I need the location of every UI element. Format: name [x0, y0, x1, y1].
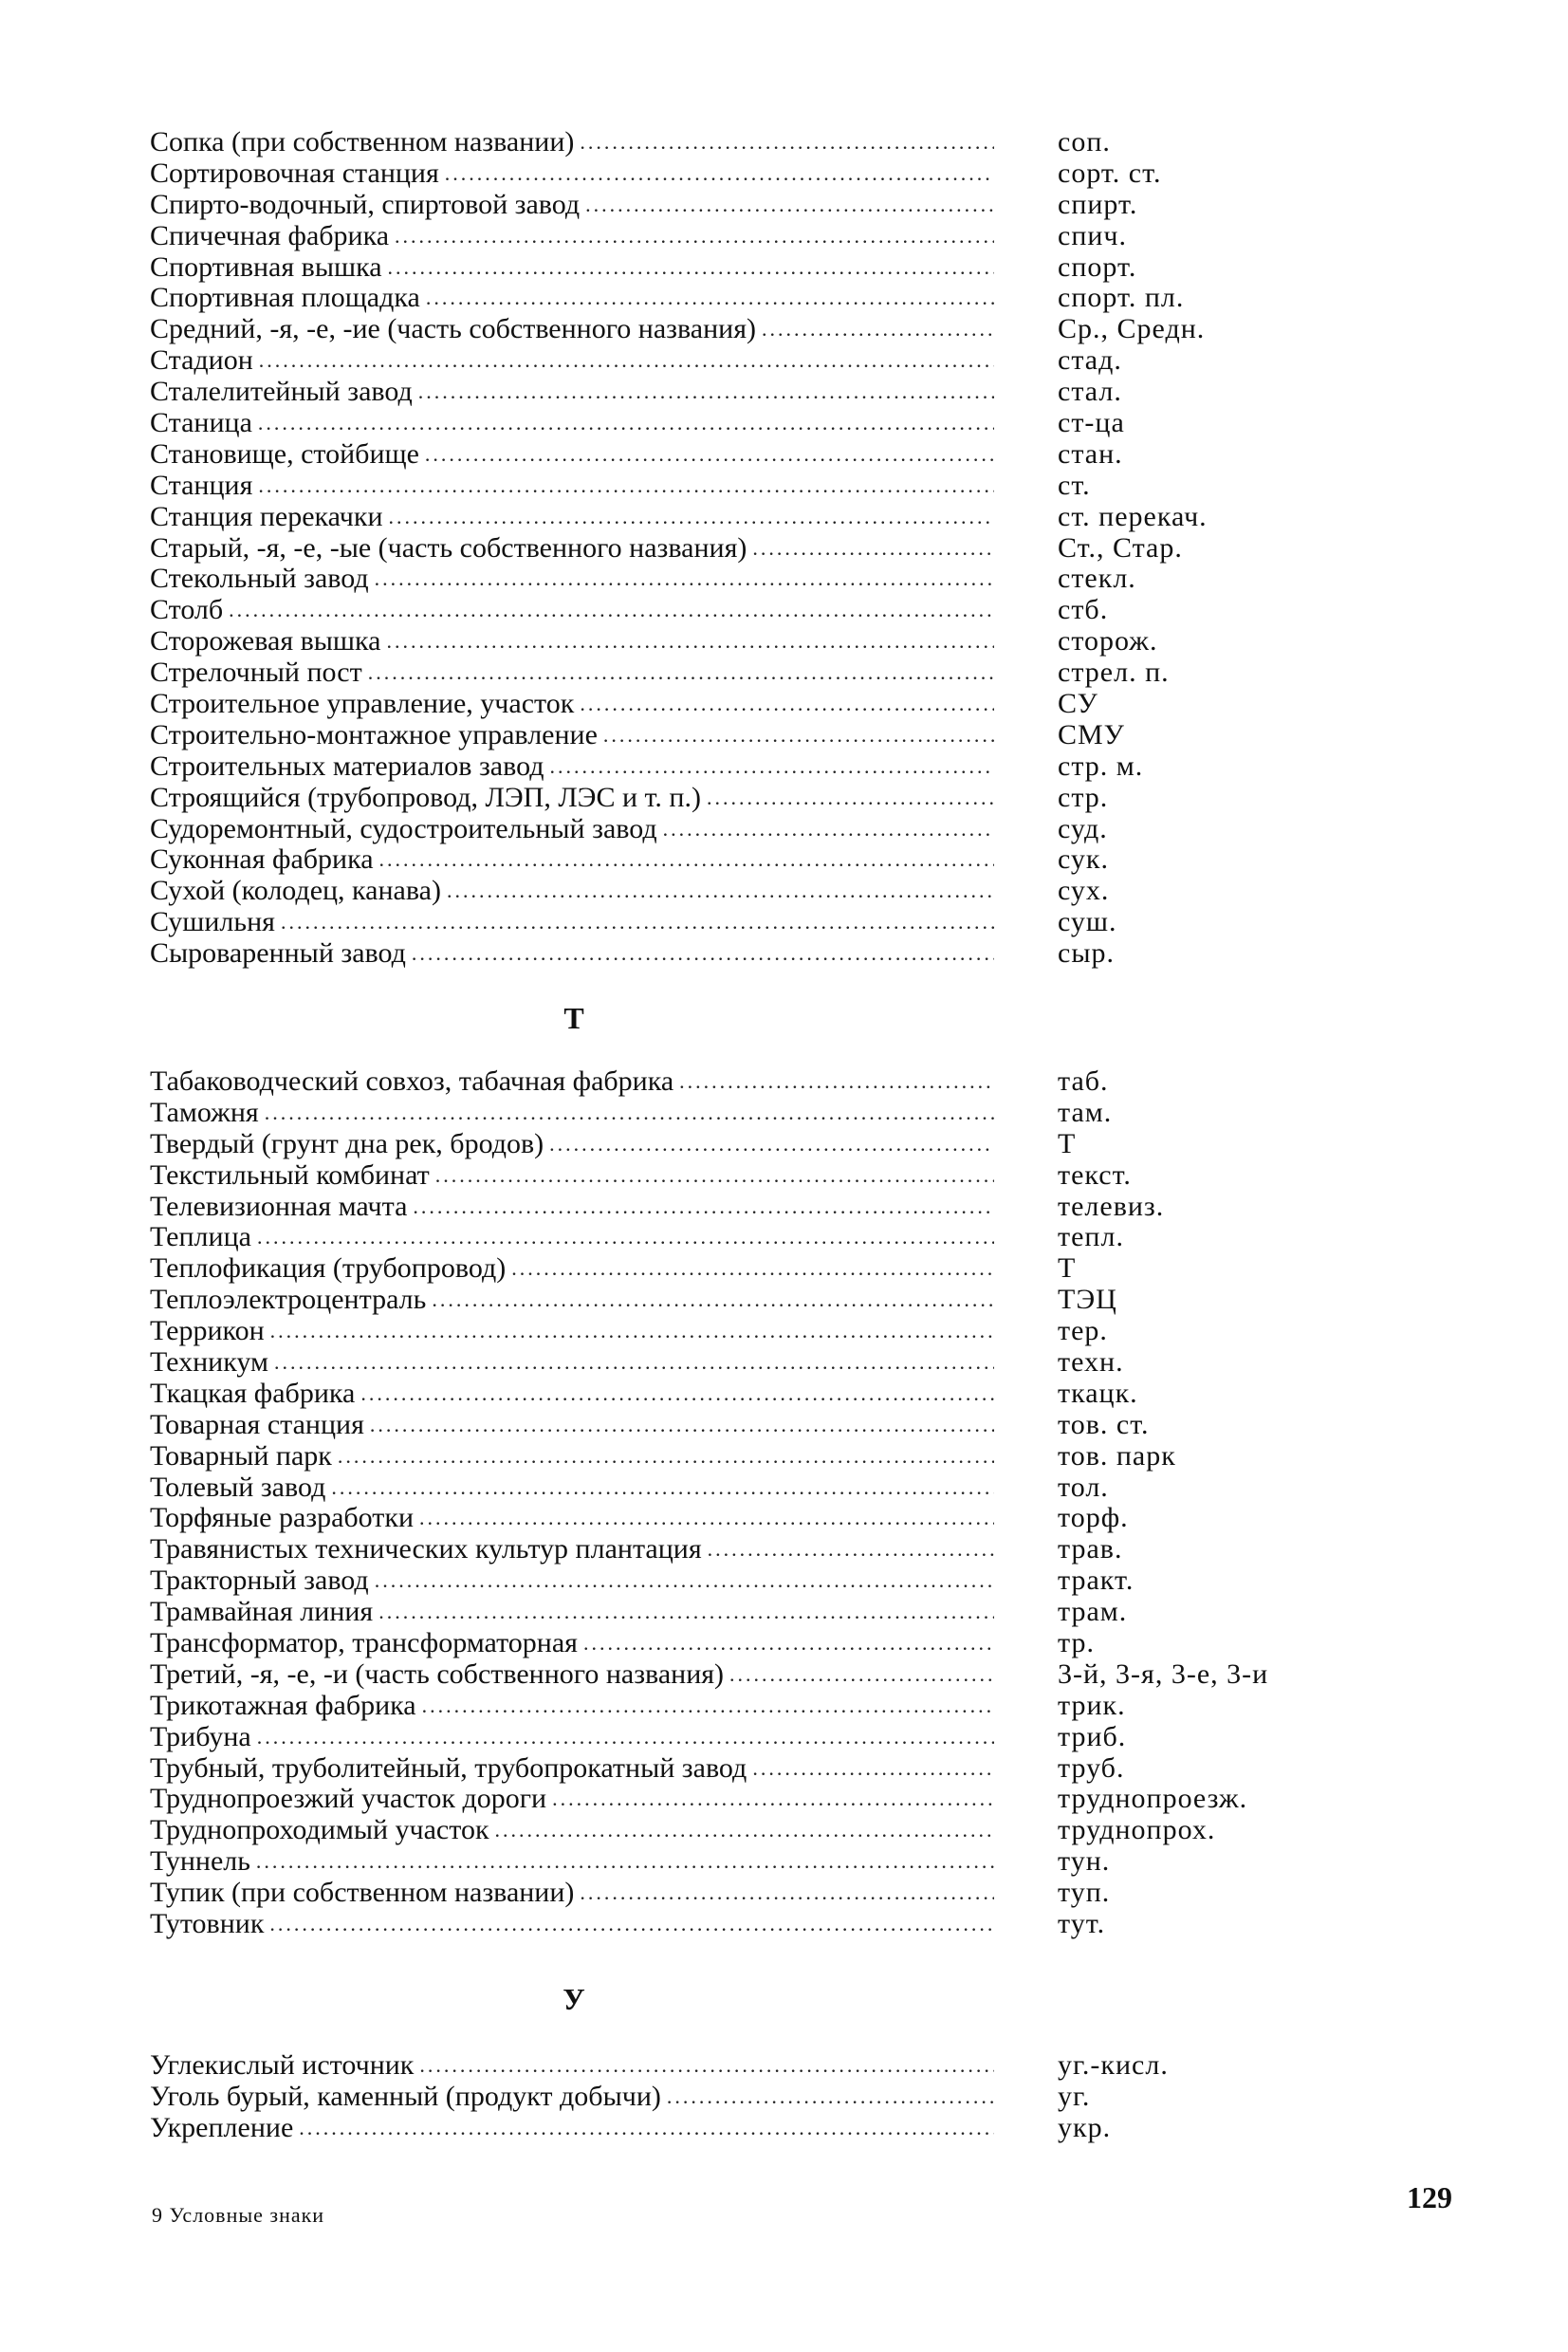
entry-term [150, 2113, 994, 2144]
entry-row [150, 1441, 1317, 1472]
entry-abbreviation: тракт. [1058, 1565, 1134, 1597]
entry-term [150, 314, 994, 345]
entry-abbreviation: стан. [1058, 437, 1123, 470]
section-heading-u: У [563, 1982, 585, 2016]
section-heading-t: Т [563, 1001, 584, 1035]
entry-term [150, 720, 994, 751]
entry-abbreviation: стад. [1058, 344, 1122, 377]
entry-term-text: Старый, -я, -е, -ые (часть собственного названия) [150, 532, 747, 564]
entry-row [150, 190, 1317, 221]
dot-leader [419, 2050, 994, 2082]
dot-leader [229, 595, 994, 626]
entry-term [150, 439, 994, 471]
dot-leader [708, 1534, 994, 1565]
entry-abbreviation: стр. [1058, 781, 1109, 813]
entry-row [150, 595, 1317, 626]
entry-term [150, 1098, 994, 1129]
section-t-list [150, 1066, 1317, 1940]
entry-term-text: Судоремонтный, судостроительный завод [150, 813, 657, 844]
entry-abbreviation: сорт. ст. [1058, 157, 1162, 189]
entry-row [150, 1316, 1317, 1347]
entry-term-text: Станция перекачки [150, 501, 383, 532]
entry-row [150, 314, 1317, 345]
entry-term [150, 907, 994, 938]
entry-row [150, 1659, 1317, 1691]
entry-term [150, 1347, 994, 1379]
entry-term-text: Труднопроходимый участок [150, 1815, 489, 1846]
entry-term [150, 1129, 994, 1160]
entry-term [150, 689, 994, 720]
entry-row [150, 1503, 1317, 1534]
entry-term [150, 2082, 994, 2113]
entry-term [150, 814, 994, 845]
dot-leader [752, 1753, 994, 1785]
dot-leader [395, 221, 994, 252]
entry-term-text: Спичечная фабрика [150, 220, 390, 251]
entry-row [150, 283, 1317, 314]
entry-term [150, 783, 994, 814]
entry-term [150, 2050, 994, 2082]
entry-abbreviation: тов. ст. [1058, 1408, 1150, 1440]
dot-leader [299, 2113, 994, 2144]
entry-row [150, 1410, 1317, 1441]
entry-row [150, 2050, 1317, 2082]
entry-term-text: Торфяные разработки [150, 1503, 415, 1534]
entry-row [150, 408, 1317, 439]
entry-row [150, 720, 1317, 751]
entry-term [150, 190, 994, 221]
entry-abbreviation: ткацк. [1058, 1377, 1138, 1409]
entry-term-text: Стадион [150, 345, 253, 377]
entry-term [150, 1815, 994, 1846]
entry-term-text: Текстильный комбинат [150, 1159, 430, 1191]
entry-abbreviation: туп. [1058, 1877, 1111, 1909]
entry-row [150, 1379, 1317, 1410]
dot-leader [426, 283, 994, 314]
dot-leader [585, 190, 994, 221]
entry-abbreviation: стекл. [1058, 563, 1136, 595]
entry-term [150, 751, 994, 783]
dot-leader [338, 1441, 994, 1472]
entry-row [150, 221, 1317, 252]
entry-term [150, 408, 994, 439]
dot-leader [270, 1316, 994, 1347]
entry-term [150, 564, 994, 595]
entry-row [150, 657, 1317, 689]
dot-leader [269, 1909, 994, 1940]
entry-term-text: Средний, -я, -е, -ие (часть собственного названия) [150, 314, 756, 345]
entry-abbreviation: Т [1058, 1127, 1077, 1159]
entry-row [150, 439, 1317, 471]
entry-abbreviation: тол. [1058, 1471, 1109, 1503]
entry-row [150, 751, 1317, 783]
dot-leader [388, 252, 994, 284]
entry-term-text: Товарная станция [150, 1409, 364, 1440]
entry-term [150, 1691, 994, 1722]
entry-abbreviation: таб. [1058, 1065, 1109, 1097]
entry-term [150, 158, 994, 190]
entry-term-text: Столб [150, 595, 224, 626]
entry-row [150, 1628, 1317, 1659]
entry-row [150, 689, 1317, 720]
entry-abbreviation: суш. [1058, 906, 1117, 938]
section-u-list [150, 2050, 1317, 2144]
dot-leader [413, 1192, 994, 1223]
printer-signature: 9 Условные знаки [152, 2203, 325, 2227]
entry-term-text: Третий, -я, -е, -и (часть собственного названия) [150, 1658, 725, 1690]
entry-term-text: Стрелочный пост [150, 657, 362, 689]
entry-term [150, 471, 994, 502]
page-number: 129 [1407, 2180, 1452, 2214]
entry-row [150, 938, 1317, 970]
entry-row [150, 2082, 1317, 2113]
entry-term [150, 1253, 994, 1285]
dot-leader [389, 502, 994, 533]
entry-row [150, 876, 1317, 907]
entry-abbreviation: текст. [1058, 1158, 1132, 1191]
entry-abbreviation: спорт. пл. [1058, 282, 1185, 314]
entry-row [150, 1253, 1317, 1285]
entry-term-text: Травянистых технических культур плантация [150, 1534, 702, 1565]
entry-abbreviation: телевиз. [1058, 1190, 1165, 1222]
entry-abbreviation: труднопрох. [1058, 1814, 1216, 1846]
entry-term [150, 626, 994, 657]
entry-row [150, 783, 1317, 814]
entry-term-text: Сопка (при собственном названии) [150, 127, 575, 157]
dot-leader [370, 1410, 994, 1441]
dot-leader [679, 1066, 994, 1098]
entry-abbreviation: сух. [1058, 875, 1110, 907]
entry-row [150, 1129, 1317, 1160]
dot-leader [432, 1285, 994, 1316]
entry-term [150, 1628, 994, 1659]
entry-row [150, 1098, 1317, 1129]
entry-term [150, 1441, 994, 1472]
entry-term [150, 844, 994, 876]
entry-term [150, 1285, 994, 1316]
entry-row [150, 1222, 1317, 1253]
dot-leader [418, 377, 994, 408]
entry-term [150, 1503, 994, 1534]
entry-row [150, 1160, 1317, 1192]
dot-leader [580, 1878, 994, 1909]
entry-row [150, 127, 1317, 158]
dot-leader [265, 1098, 994, 1129]
dot-leader [445, 158, 994, 190]
entry-abbreviation: укр. [1058, 2111, 1112, 2143]
entry-term [150, 1379, 994, 1410]
entry-term-text: Трибуна [150, 1721, 251, 1752]
entry-term-text: Трамвайная линия [150, 1597, 374, 1628]
dot-leader [583, 1628, 994, 1659]
entry-abbreviation: тер. [1058, 1315, 1108, 1347]
entry-abbreviation: труб. [1058, 1751, 1125, 1784]
entry-abbreviation: сторож. [1058, 625, 1158, 657]
entry-row [150, 814, 1317, 845]
entry-row [150, 533, 1317, 565]
entry-row [150, 564, 1317, 595]
entry-abbreviation: тепл. [1058, 1221, 1124, 1253]
entry-term-text: Спортивная вышка [150, 251, 382, 283]
entry-row [150, 1472, 1317, 1504]
dot-leader [259, 345, 994, 377]
entry-term-text: Строительно-монтажное управление [150, 719, 598, 750]
entry-term [150, 1753, 994, 1785]
entry-term [150, 1192, 994, 1223]
entry-abbreviation: трик. [1058, 1689, 1126, 1721]
entry-abbreviation: тр. [1058, 1627, 1095, 1659]
entry-term [150, 252, 994, 284]
entry-abbreviation: стр. м. [1058, 750, 1144, 782]
entry-abbreviation: сук. [1058, 843, 1109, 876]
entry-row [150, 1815, 1317, 1846]
entry-term-text: Станица [150, 408, 252, 439]
entry-term-text: Теплица [150, 1222, 251, 1253]
entry-term [150, 533, 994, 565]
dot-leader [360, 1379, 994, 1410]
entry-row [150, 1784, 1317, 1815]
entry-abbreviation: стрел. п. [1058, 657, 1170, 689]
entry-abbreviation: СУ [1058, 688, 1098, 720]
entry-row [150, 345, 1317, 377]
entry-term-text: Таможня [150, 1097, 259, 1128]
entry-term-text: Твердый (грунт дна рек, бродов) [150, 1128, 544, 1159]
entry-term-text: Суконная фабрика [150, 844, 374, 876]
entry-abbreviation: труднопроезж. [1058, 1783, 1248, 1815]
entry-row [150, 1753, 1317, 1785]
dot-leader [412, 938, 994, 970]
entry-term-text: Укрепление [150, 2112, 294, 2143]
dot-leader [549, 1129, 994, 1160]
entry-term [150, 876, 994, 907]
entry-term-text: Теплоэлектроцентраль [150, 1285, 427, 1316]
entry-term-text: Террикон [150, 1316, 265, 1347]
dot-leader [707, 783, 994, 814]
entry-term-text: Строительное управление, участок [150, 689, 575, 720]
entry-term [150, 1316, 994, 1347]
entry-term-text: Толевый завод [150, 1472, 326, 1503]
entry-term-text: Стекольный завод [150, 564, 369, 595]
entry-term-text: Сталелитейный завод [150, 377, 413, 408]
dot-leader [495, 1815, 994, 1846]
entry-term-text: Сортировочная станция [150, 157, 439, 189]
dot-leader [368, 657, 994, 689]
dot-leader [378, 1597, 994, 1628]
entry-term [150, 127, 994, 158]
entry-term [150, 1597, 994, 1628]
entry-abbreviation: Ст., Стар. [1058, 531, 1183, 564]
dot-leader [603, 720, 994, 751]
entry-abbreviation: там. [1058, 1096, 1113, 1128]
entry-abbreviation: трав. [1058, 1533, 1123, 1565]
entry-abbreviation: тун. [1058, 1845, 1111, 1878]
entry-row [150, 1534, 1317, 1565]
entry-term-text: Трикотажная фабрика [150, 1690, 416, 1721]
entry-term [150, 1565, 994, 1597]
entry-term-text: Телевизионная мачта [150, 1191, 408, 1222]
entry-term-text: Становище, стойбище [150, 438, 419, 470]
entry-row [150, 1878, 1317, 1909]
dot-leader [258, 408, 994, 439]
dot-leader [331, 1472, 994, 1504]
entry-term-text: Теплофикация (трубопровод) [150, 1253, 507, 1285]
entry-term [150, 1410, 994, 1441]
entry-row [150, 1347, 1317, 1379]
entry-term [150, 1534, 994, 1565]
entry-term-text: Труднопроезжий участок дороги [150, 1784, 547, 1815]
entry-abbreviation: техн. [1058, 1346, 1124, 1379]
entry-abbreviation: ст. перекач. [1058, 500, 1208, 532]
entry-term [150, 502, 994, 533]
dot-leader [379, 844, 994, 876]
entry-term-text: Туннель [150, 1846, 250, 1878]
entry-abbreviation: Ср., Средн. [1058, 313, 1206, 345]
entry-term-text: Уголь бурый, каменный (продукт добычи) [150, 2081, 661, 2112]
entry-row [150, 1066, 1317, 1098]
entry-abbreviation: уг.-кисл. [1058, 2049, 1169, 2081]
entry-term [150, 345, 994, 377]
entry-row [150, 471, 1317, 502]
dot-leader [663, 814, 994, 845]
entry-abbreviation: стал. [1058, 376, 1122, 408]
entry-term-text: Сторожевая вышка [150, 626, 381, 657]
entry-abbreviation: сыр. [1058, 937, 1115, 970]
dot-leader [256, 1846, 994, 1878]
entry-term [150, 377, 994, 408]
dot-leader [257, 1222, 994, 1253]
entry-term [150, 1722, 994, 1753]
entry-term [150, 938, 994, 970]
entry-term-text: Спортивная площадка [150, 283, 420, 314]
entry-term [150, 657, 994, 689]
entry-row [150, 1691, 1317, 1722]
entry-abbreviation: тов. парк [1058, 1439, 1176, 1472]
entry-term [150, 1846, 994, 1878]
entry-abbreviation: спич. [1058, 219, 1128, 251]
entry-term-text: Сухой (колодец, канава) [150, 876, 441, 907]
entry-abbreviation: ст. [1058, 469, 1091, 501]
entry-row [150, 844, 1317, 876]
entry-term-text: Трансформатор, трансформаторная [150, 1628, 578, 1659]
entry-term-text: Станция [150, 470, 253, 501]
dot-leader [549, 751, 994, 783]
entry-abbreviation: соп. [1058, 126, 1111, 157]
dot-leader [762, 314, 994, 345]
dot-leader [419, 1503, 994, 1534]
entry-term [150, 283, 994, 314]
entry-abbreviation: уг. [1058, 2080, 1091, 2112]
dot-leader [729, 1659, 994, 1691]
entry-term [150, 221, 994, 252]
entry-term-text: Сыроваренный завод [150, 938, 406, 970]
dot-leader [580, 127, 994, 158]
entry-abbreviation: торф. [1058, 1502, 1129, 1534]
entry-term-text: Табаководческий совхоз, табачная фабрика [150, 1066, 674, 1097]
entry-row [150, 158, 1317, 190]
entry-row [150, 1565, 1317, 1597]
entry-row [150, 626, 1317, 657]
entry-abbreviation: стб. [1058, 594, 1109, 626]
entry-row [150, 1285, 1317, 1316]
entry-row [150, 1846, 1317, 1878]
entry-row [150, 377, 1317, 408]
entry-term-text: Трубный, труболитейный, трубопрокатный завод [150, 1752, 747, 1784]
entry-abbreviation: суд. [1058, 812, 1108, 844]
dot-leader [257, 1722, 994, 1753]
entry-term-text: Товарный парк [150, 1440, 332, 1472]
entry-term-text: Тупик (при собственном названии) [150, 1878, 575, 1909]
dot-leader [435, 1160, 994, 1192]
entry-term [150, 595, 994, 626]
entry-term [150, 1222, 994, 1253]
entry-row [150, 2113, 1317, 2144]
entry-term [150, 1909, 994, 1940]
entry-term [150, 1472, 994, 1504]
entry-term [150, 1160, 994, 1192]
dot-leader [422, 1691, 994, 1722]
entry-abbreviation: 3-й, 3-я, 3-е, 3-и [1058, 1658, 1269, 1690]
dot-leader [667, 2082, 994, 2113]
entry-term-text: Строительных материалов завод [150, 750, 544, 782]
entry-term-text: Техникум [150, 1347, 268, 1379]
dot-leader [447, 876, 994, 907]
dot-leader [752, 533, 994, 565]
entry-abbreviation: трам. [1058, 1596, 1128, 1628]
entry-term [150, 1784, 994, 1815]
entry-abbreviation: тут. [1058, 1908, 1106, 1940]
entry-abbreviation: ТЭЦ [1058, 1284, 1117, 1316]
entry-abbreviation: Т [1058, 1252, 1077, 1285]
dot-leader [580, 689, 994, 720]
entry-term-text: Углекислый источник [150, 2050, 415, 2081]
entry-term-text: Ткацкая фабрика [150, 1378, 356, 1409]
section-s-list [150, 127, 1317, 970]
entry-row [150, 502, 1317, 533]
dot-leader [552, 1784, 994, 1815]
dot-leader [375, 1565, 994, 1597]
entry-abbreviation: спирт. [1058, 188, 1138, 220]
entry-row [150, 1909, 1317, 1940]
entry-abbreviation: спорт. [1058, 250, 1137, 283]
dot-leader [274, 1347, 994, 1379]
dot-leader [375, 564, 994, 595]
dot-leader [258, 471, 994, 502]
dot-leader [281, 907, 994, 938]
entry-row [150, 252, 1317, 284]
dot-leader [425, 439, 994, 471]
entry-term [150, 1659, 994, 1691]
entry-abbreviation: ст-ца [1058, 407, 1125, 439]
entry-row [150, 1597, 1317, 1628]
entry-term [150, 1066, 994, 1098]
entry-row [150, 1192, 1317, 1223]
entry-term [150, 1878, 994, 1909]
entry-term-text: Спирто-водочный, спиртовой завод [150, 189, 581, 220]
entry-term-text: Строящийся (трубопровод, ЛЭП, ЛЭС и т. п.) [150, 782, 701, 813]
entry-row [150, 907, 1317, 938]
entry-term-text: Тутовник [150, 1909, 265, 1940]
entry-abbreviation: триб. [1058, 1720, 1127, 1752]
entry-term-text: Тракторный завод [150, 1565, 369, 1597]
entry-term-text: Сушильня [150, 907, 275, 938]
dot-leader [386, 626, 994, 657]
dot-leader [511, 1253, 994, 1285]
entry-abbreviation: СМУ [1058, 718, 1125, 750]
entry-row [150, 1722, 1317, 1753]
